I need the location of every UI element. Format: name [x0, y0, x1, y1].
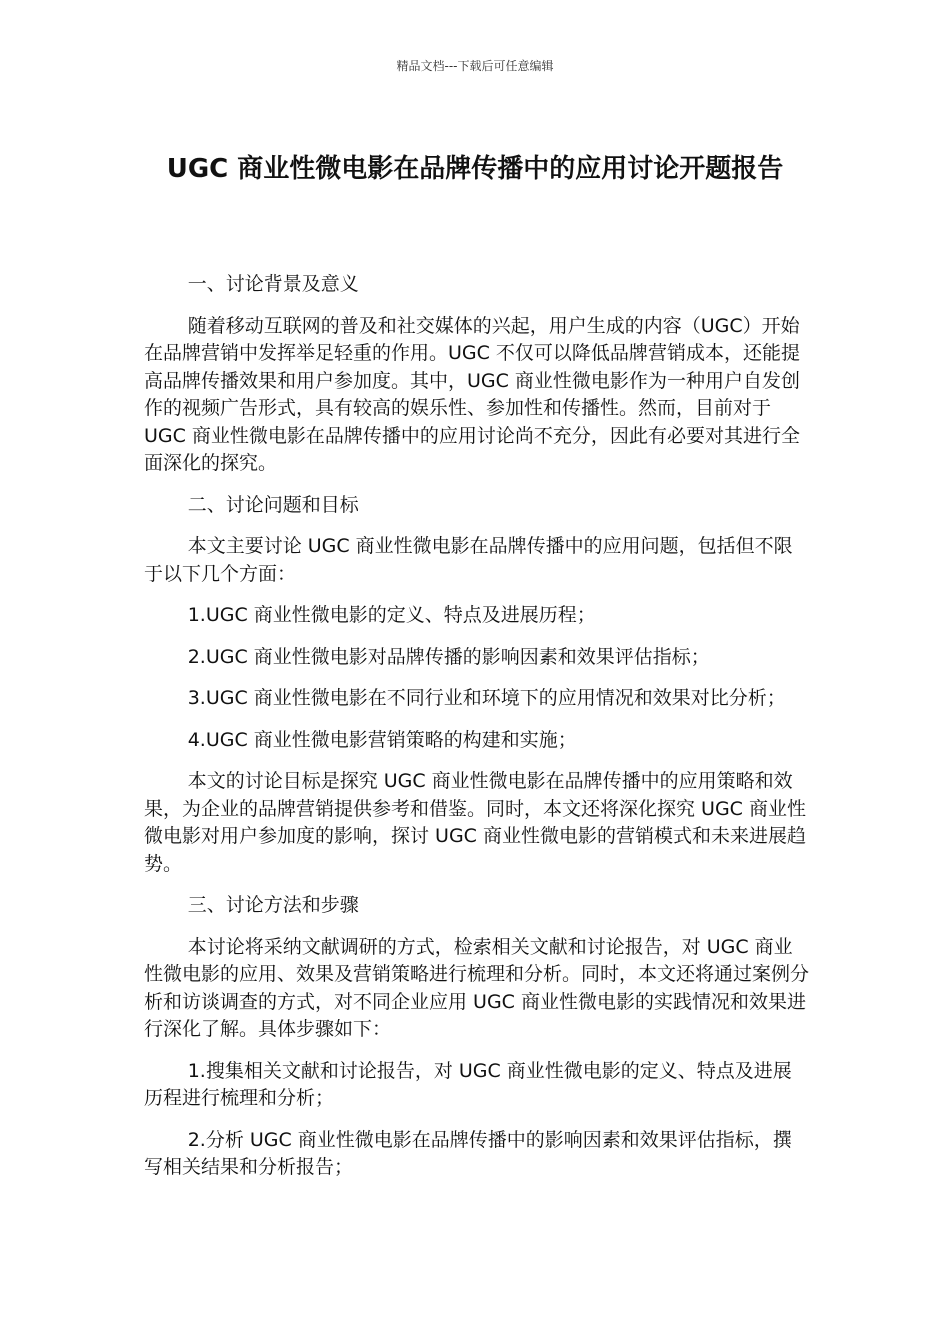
paragraph: 随着移动互联网的普及和社交媒体的兴起，用户生成的内容（UGC）开始在品牌营销中发挥举足轻重的作用。UGC 不仅可以降低品牌营销成本，还能提高品牌传播效果和用户参加度。其中，UGC 商业性微电影作为一种用户自发创作的视频广告形式，具有较高的娱乐性、参加性和传播性。然而，目前对于 UGC 商业性微电影在品牌传播中的应用讨论尚不充分，因此有必要对其进行全面深化的探究。 — [144, 314, 800, 474]
list-item: 1.搜集相关文献和讨论报告，对 UGC 商业性微电影的定义、特点及进展历程进行梳理和分析； — [144, 1059, 792, 1109]
document-body — [144, 271, 810, 1196]
section-heading: 一、讨论背景及意义 — [187, 273, 359, 295]
paragraph: 本讨论将采纳文献调研的方式，检索相关文献和讨论报告，对 UGC 商业性微电影的应用、效果及营销策略进行梳理和分析。同时，本文还将通过案例分析和访谈调查的方式，对不同企业应用 UGC 商业性微电影的实践情况和效果进行深化了解。具体步骤如下： — [144, 935, 810, 1040]
list-item: 3.UGC 商业性微电影在不同行业和环境下的应用情况和效果对比分析； — [187, 687, 786, 709]
document-title: UGC 商业性微电影在品牌传播中的应用讨论开题报告 — [166, 154, 784, 184]
paragraph: 本文主要讨论 UGC 商业性微电影在品牌传播中的应用问题，包括但不限于以下几个方面： — [144, 535, 793, 585]
list-item: 1.UGC 商业性微电影的定义、特点及进展历程； — [187, 604, 596, 626]
header-note: 精品文档---下载后可任意编辑 — [396, 59, 554, 73]
list-item: 4.UGC 商业性微电影营销策略的构建和实施； — [187, 728, 577, 751]
list-item: 2.UGC 商业性微电影对品牌传播的影响因素和效果评估指标； — [187, 645, 710, 668]
section-heading: 三、讨论方法和步骤 — [187, 894, 359, 916]
list-item: 2.分析 UGC 商业性微电影在品牌传播中的影响因素和效果评估指标，撰写相关结果和分析报告； — [144, 1128, 792, 1178]
section-heading: 二、讨论问题和目标 — [187, 493, 359, 516]
paragraph: 本文的讨论目标是探究 UGC 商业性微电影在品牌传播中的应用策略和效果，为企业的品牌营销提供参考和借鉴。同时，本文还将深化探究 UGC 商业性微电影对用户参加度的影响，探讨 UGC 商业性微电影的营销模式和未来进展趋势。 — [144, 770, 806, 875]
